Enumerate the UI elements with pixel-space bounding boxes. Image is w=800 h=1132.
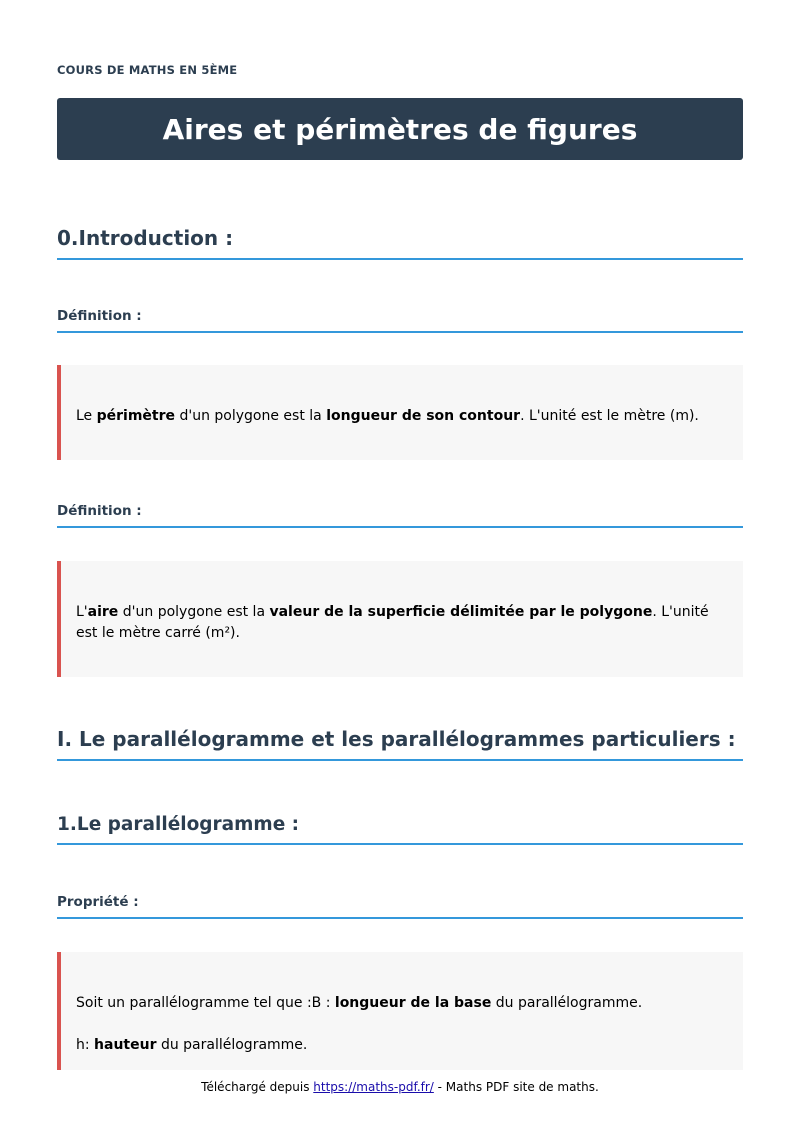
definition-text-aire <box>76 602 727 644</box>
section-heading-introduction: 0.Introduction : <box>57 226 743 260</box>
footer-link[interactable]: https://maths-pdf.fr/ <box>313 1080 434 1094</box>
term-aire: aire <box>87 604 119 620</box>
term-hauteur: hauteur <box>94 1037 157 1053</box>
property-line-base <box>76 993 727 1014</box>
text-run: du parallélogramme. <box>491 995 643 1011</box>
footer-suffix: - Maths PDF site de maths. <box>433 1080 599 1094</box>
course-kicker: COURS DE MATHS EN 5ÈME <box>57 63 238 77</box>
subsection-heading-parallelogramme: 1.Le parallélogramme : <box>57 814 743 845</box>
property-box <box>57 952 743 1070</box>
definition-text-perimetre <box>76 406 727 427</box>
page-title: Aires et périmètres de figures <box>162 112 638 146</box>
text-run: du parallélogramme. <box>156 1037 308 1053</box>
property-label: Propriété : <box>57 894 743 919</box>
definition-label-2: Définition : <box>57 503 743 528</box>
title-banner <box>57 98 743 160</box>
text-run: . L'unité est le mètre (m). <box>520 408 699 424</box>
bold-phrase: valeur de la superficie délimitée par le polygone <box>269 604 653 620</box>
property-line-hauteur <box>76 1035 727 1056</box>
text-run: Le <box>76 408 97 424</box>
definition-box-perimetre <box>57 365 743 460</box>
bold-phrase: longueur de son contour <box>326 408 521 424</box>
text-run: d'un polygone est la <box>175 408 327 424</box>
footer-prefix: Téléchargé depuis <box>201 1080 314 1094</box>
text-run: . L'unité est le mètre carré (m²). <box>76 604 709 641</box>
text-run: Soit un parallélogramme tel que :B : <box>76 995 335 1011</box>
bold-phrase: longueur de la base <box>334 995 492 1011</box>
section-heading-parallelogrammes: I. Le parallélogramme et les parallélogrammes particuliers : <box>57 727 743 761</box>
text-run: h: <box>76 1037 95 1053</box>
footer <box>0 1080 800 1094</box>
text-run: L' <box>76 604 88 620</box>
definition-box-aire <box>57 561 743 677</box>
definition-label-1: Définition : <box>57 308 743 333</box>
term-perimetre: périmètre <box>96 408 176 424</box>
text-run: d'un polygone est la <box>118 604 270 620</box>
